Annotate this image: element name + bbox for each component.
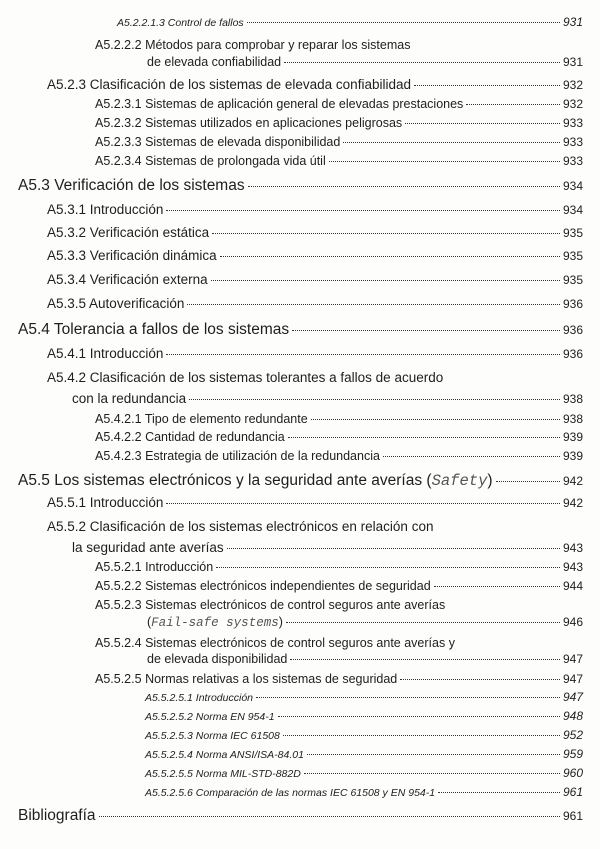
toc-entry[interactable] [18,807,583,825]
dot-leader [414,85,560,86]
entry-page-number: 942 [562,496,583,510]
entry-title-continuation [147,615,283,630]
dot-leader [256,697,560,698]
entry-page-number: 960 [562,765,583,780]
entry-page-number: 947 [562,689,583,704]
entry-page-number: 946 [562,614,583,629]
dot-leader [290,659,560,660]
entry-page-number: 933 [562,134,583,149]
entry-heading [95,636,455,650]
entry-title: Sistemas electrónicos independientes de seguridad [145,578,431,593]
entry-heading [47,202,163,217]
entry-heading [145,711,275,723]
dot-leader [311,419,560,420]
dot-leader [99,816,560,817]
entry-title: Verificación estática [89,225,210,240]
entry-page-number: 935 [562,226,583,240]
entry-number: A5.3.2 [47,225,87,240]
dot-leader [216,567,560,568]
entry-title-cont: ( [147,614,152,629]
entry-heading [95,116,402,130]
toc-entry[interactable] [47,202,583,217]
entry-title: Sistemas de aplicación general de elevadas prestaciones [145,96,464,111]
entry-heading [95,560,213,574]
entry-heading [95,97,463,111]
entry-page-number: 948 [562,708,583,723]
entry-heading [117,17,244,29]
entry-heading [18,177,245,195]
dot-leader [248,186,560,187]
entry-title: Clasificación de los sistemas de elevada confiabilidad [89,77,411,92]
entry-page-number: 947 [562,671,583,686]
entry-number: A5.5.2.2 [95,578,142,593]
entry-heading [95,412,308,426]
toc-entry[interactable] [145,766,583,780]
entry-title-after: ) [278,614,283,629]
entry-number: A5.2.2.1.3 [117,16,165,29]
entry-number: A5.5.2 [47,519,87,534]
entry-number: A5.3.1 [47,202,87,217]
entry-page-number: 934 [562,179,583,193]
entry-page-number: 931 [562,14,583,29]
dot-leader [405,123,560,124]
entry-title: Sistemas utilizados en aplicaciones peligrosas [145,115,403,130]
entry-page-number: 947 [562,651,583,666]
entry-heading [47,346,163,361]
entry-heading [95,135,340,149]
toc-entry[interactable] [117,15,583,29]
entry-heading [47,495,163,510]
entry-page-number: 961 [562,784,583,799]
entry-number: A5.4 [18,321,50,338]
toc-entry[interactable] [47,346,583,361]
entry-title: Sistemas de prolongada vida útil [145,153,326,168]
entry-number: A5.2.3.3 [95,134,142,149]
entry-heading [47,296,184,311]
entry-title-cont: de elevada confiabilidad [147,54,282,69]
entry-page-number: 933 [562,153,583,168]
toc-entry[interactable] [95,116,583,130]
entry-title: Verificación externa [89,272,208,287]
entry-number: A5.4.2.1 [95,411,142,426]
dot-leader [284,62,560,63]
dot-leader [496,481,560,482]
dot-leader [247,22,560,23]
entry-title: Introducción [89,346,164,361]
entry-page-number: 944 [562,578,583,593]
entry-page-number: 952 [562,727,583,742]
toc-entry-continuation[interactable] [72,540,583,555]
entry-title: Estrategia de utilización de la redundancia [145,448,380,463]
entry-page-number: 939 [562,429,583,444]
entry-page-number: 931 [562,54,583,69]
entry-title: Verificación de los sistemas [54,177,245,194]
entry-heading [145,768,301,780]
entry-title: Bibliografía [18,807,96,824]
entry-heading [18,321,289,339]
entry-title: Clasificación de los sistemas tolerantes a fallos de acuerdo [89,370,444,385]
dot-leader [292,330,560,331]
entry-number: A5.4.2 [47,370,87,385]
entry-number: A5.4.2.2 [95,429,142,444]
entry-heading [95,430,285,444]
dot-leader [278,716,560,717]
dot-leader [434,586,560,587]
entry-heading [145,749,304,761]
toc-entry-continuation[interactable] [147,615,583,630]
entry-heading [18,807,96,825]
entry-title: Norma ANSI/ISA-84.01 [195,748,304,761]
entry-page-number: 932 [562,96,583,111]
dot-leader [283,735,560,736]
dot-leader [343,142,560,143]
entry-page-number: 936 [562,297,583,311]
toc-entry[interactable] [18,472,583,490]
toc-entry[interactable] [145,728,583,742]
entry-page-number: 935 [562,249,583,263]
entry-title-continuation [147,652,287,666]
entry-title: Introducción [89,202,164,217]
toc-entry[interactable] [95,38,583,52]
toc-entry[interactable] [145,709,583,723]
toc-entry[interactable] [95,449,583,463]
entry-heading [145,730,280,742]
toc-entry[interactable] [47,225,583,240]
entry-page-number: 943 [562,559,583,574]
entry-title-after: ) [487,472,493,489]
dot-leader [166,210,560,211]
entry-number: A5.5.1 [47,495,87,510]
entry-heading [95,579,431,593]
entry-title: Métodos para comprobar y reparar los sistemas [145,37,411,52]
toc-entry[interactable] [47,296,583,311]
entry-heading [47,370,443,385]
entry-number: A5.5.2.5.2 [145,710,193,723]
entry-number: A5.3 [18,177,50,194]
toc-entry[interactable] [47,495,583,510]
toc-entry[interactable] [47,272,583,287]
toc-entry-continuation[interactable] [147,55,583,69]
toc-entry-continuation[interactable] [147,652,583,666]
dot-leader [166,503,560,504]
entry-heading [18,472,493,490]
entry-title-cont: la seguridad ante averías [72,540,224,555]
entry-heading [95,672,397,686]
entry-title-cont: de elevada disponibilidad [147,651,288,666]
dot-leader [212,233,560,234]
toc-entry[interactable] [95,430,583,444]
entry-number: A5.5.2.5.5 [145,767,193,780]
entry-number: A5.2.3.4 [95,153,142,168]
toc-entry[interactable] [47,77,583,92]
entry-page-number: 934 [562,203,583,217]
entry-number: A5.4.1 [47,346,87,361]
entry-title: Sistemas electrónicos de control seguros ante averías [145,597,446,612]
dot-leader [187,304,560,305]
entry-number: A5.5.2.4 [95,635,142,650]
entry-page-number: 936 [562,323,583,337]
entry-heading [95,449,380,463]
entry-heading [47,248,217,263]
entry-page-number: 939 [562,448,583,463]
entry-title: Introducción [145,559,214,574]
toc-entry-continuation[interactable] [72,391,583,406]
dot-leader [211,280,560,281]
entry-number: A5.5.2.5.6 [145,786,193,799]
entry-number: A5.5 [18,472,50,489]
entry-page-number: 959 [562,746,583,761]
toc-entry[interactable] [95,412,583,426]
entry-number: A5.5.2.5.4 [145,748,193,761]
toc-entry[interactable] [95,598,583,612]
dot-leader [383,456,560,457]
toc-entry[interactable] [47,370,583,385]
entry-title: Tipo de elemento redundante [144,411,308,426]
entry-number: A5.5.2.5.3 [145,729,193,742]
entry-number: A5.2.3.1 [95,96,142,111]
entry-title: Los sistemas electrónicos y la seguridad ante averías ( [54,472,432,489]
entry-number: A5.4.2.3 [95,448,142,463]
dot-leader [286,622,560,623]
toc-entry[interactable] [95,154,583,168]
dot-leader [166,354,560,355]
toc-entry[interactable] [95,97,583,111]
entry-title: Control de fallos [167,16,244,29]
toc-entry[interactable] [18,321,583,339]
entry-number: A5.5.2.1 [95,559,142,574]
entry-number: A5.2.3.2 [95,115,142,130]
toc-entry[interactable] [47,248,583,263]
entry-title-term: Safety [431,472,488,490]
dot-leader [466,104,560,105]
entry-title: Clasificación de los sistemas electrónicos en relación con [89,519,434,534]
entry-title-continuation [72,540,224,555]
toc-entry[interactable] [95,560,583,574]
dot-leader [189,399,560,400]
entry-title: Sistemas electrónicos de control seguros ante averías y [145,635,455,650]
toc-entry[interactable] [145,747,583,761]
toc-entry[interactable] [95,135,583,149]
entry-page-number: 961 [562,809,583,823]
entry-title: Norma MIL-STD-882D [195,767,301,780]
entry-heading [47,519,433,534]
entry-title: Introducción [195,691,253,704]
toc-entry[interactable] [18,177,583,195]
entry-page-number: 933 [562,115,583,130]
entry-page-number: 936 [562,347,583,361]
entry-heading [95,598,445,612]
dot-leader [400,679,560,680]
entry-title-continuation [72,391,186,406]
entry-title: Norma IEC 61508 [195,729,280,742]
dot-leader [304,773,560,774]
entry-number: A5.3.4 [47,272,87,287]
entry-heading [47,77,411,92]
entry-page-number: 938 [562,392,583,406]
entry-title: Introducción [89,495,164,510]
entry-heading [95,154,326,168]
toc-entry[interactable] [95,579,583,593]
toc-entry[interactable] [145,690,583,704]
dot-leader [307,754,560,755]
entry-number: A5.2.2.2 [95,37,142,52]
entry-number: A5.3.5 [47,296,87,311]
toc-entry[interactable] [95,672,583,686]
entry-number: A5.5.2.5.1 [145,691,193,704]
entry-number: A5.3.3 [47,248,87,263]
dot-leader [329,161,560,162]
entry-page-number: 938 [562,411,583,426]
entry-number: A5.5.2.5 [95,671,142,686]
entry-title: Norma EN 954-1 [195,710,275,723]
toc-entry[interactable] [145,785,583,799]
entry-heading [47,272,208,287]
entry-title: Sistemas de elevada disponibilidad [145,134,341,149]
entry-page-number: 942 [562,474,583,488]
entry-page-number: 932 [562,78,583,92]
entry-heading [145,787,435,799]
toc-entry[interactable] [47,519,583,534]
dot-leader [220,256,560,257]
entry-page-number: 935 [562,273,583,287]
entry-page-number: 943 [562,541,583,555]
entry-title: Tolerancia a fallos de los sistemas [53,321,290,338]
entry-number: A5.5.2.3 [95,597,142,612]
entry-title: Autoverificación [89,296,185,311]
dot-leader [288,437,560,438]
entry-number: A5.2.3 [47,77,87,92]
entry-title-continuation [147,55,281,69]
entry-title: Normas relativas a los sistemas de seguridad [145,671,398,686]
entry-heading [95,38,410,52]
toc-entry[interactable] [95,636,583,650]
entry-heading [47,225,209,240]
entry-title-term: Fail-safe systems [151,615,279,630]
entry-title-cont: con la redundancia [72,391,187,406]
entry-title: Cantidad de redundancia [145,429,285,444]
dot-leader [227,548,560,549]
entry-heading [145,692,253,704]
entry-title: Verificación dinámica [89,248,217,263]
entry-title: Comparación de las normas IEC 61508 y EN 954-1 [195,786,436,799]
dot-leader [438,792,560,793]
